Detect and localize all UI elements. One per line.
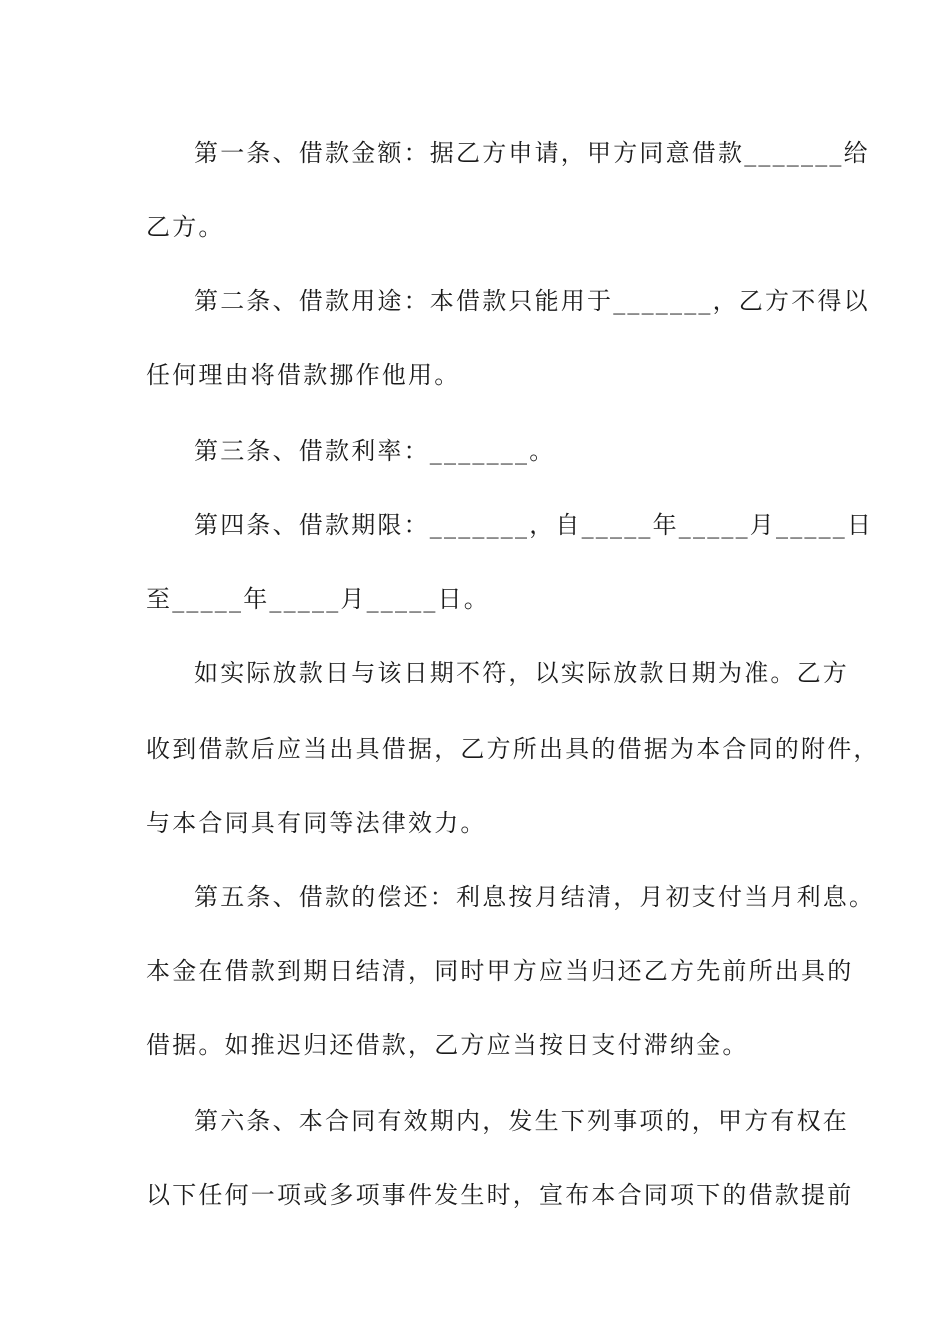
- article-5-line-3: 借据。如推迟归还借款，乙方应当按日支付滞纳金。: [146, 1031, 749, 1059]
- article-4-line-1: 第四条、借款期限：_______，自_____年_____月_____日: [194, 511, 874, 539]
- article-6-line-1: 第六条、本合同有效期内，发生下列事项的，甲方有权在: [194, 1107, 849, 1135]
- article-6-line-2: 以下任何一项或多项事件发生时，宣布本合同项下的借款提前: [146, 1181, 854, 1209]
- article-4-note-line-1: 如实际放款日与该日期不符，以实际放款日期为准。乙方: [194, 659, 849, 687]
- article-3-line-1: 第三条、借款利率：_______。: [194, 437, 556, 465]
- article-5-line-1: 第五条、借款的偿还：利息按月结清，月初支付当月利息。: [194, 883, 876, 911]
- article-1-line-2: 乙方。: [146, 213, 225, 241]
- article-1-line-1: 第一条、借款金额：据乙方申请，甲方同意借款_______给: [194, 139, 870, 167]
- article-4-note-line-3: 与本合同具有同等法律效力。: [146, 809, 487, 837]
- article-2-line-1: 第二条、借款用途：本借款只能用于_______，乙方不得以: [194, 287, 870, 315]
- article-4-note-line-2: 收到借款后应当出具借据，乙方所出具的借据为本合同的附件，: [146, 735, 880, 763]
- article-5-line-2: 本金在借款到期日结清，同时甲方应当归还乙方先前所出具的: [146, 957, 854, 985]
- article-4-line-2: 至_____年_____月_____日。: [146, 585, 490, 613]
- article-2-line-2: 任何理由将借款挪作他用。: [146, 361, 461, 389]
